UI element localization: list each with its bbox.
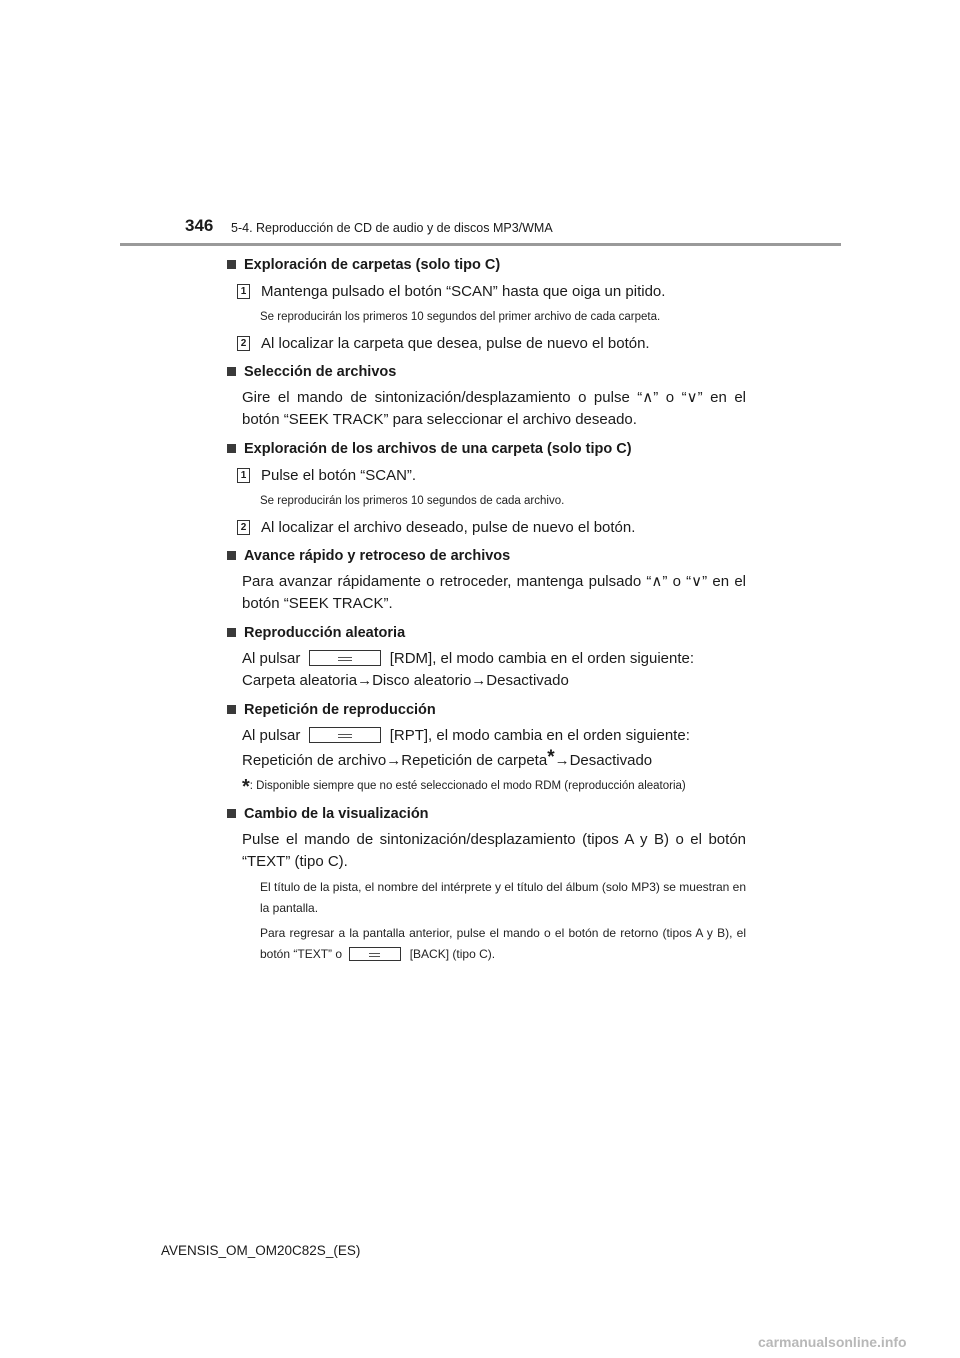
heading-display-change [226,804,746,824]
step-number-icon: 2 [237,336,250,351]
square-bullet-icon [227,367,236,376]
square-bullet-icon [227,444,236,453]
footnote: *: Disponible siempre que no esté seleccionado el modo RDM (reproducción aleatoria) [242,776,686,798]
heading-text: Exploración de carpetas (solo tipo C) [244,257,501,273]
step-number-icon: 2 [237,520,250,535]
step-1 [237,281,746,302]
step-2 [237,517,746,538]
step-text: Al localizar la carpeta que desea, pulse de nuevo el botón. [261,335,650,352]
heading-repeat-playback [226,700,746,720]
square-bullet-icon [227,628,236,637]
note: Se reproducirán los primeros 10 segundos del primer archivo de cada carpeta. [260,311,661,323]
section-title: 5-4. Reproducción de CD de audio y de discos MP3/WMA [231,221,553,235]
asterisk-mark: * [242,776,250,798]
square-bullet-icon [227,705,236,714]
heading-folder-scan [226,255,746,275]
step-text: Pulse el botón “SCAN”. [261,467,417,484]
note: Para regresar a la pantalla anterior, pulse el mando o el botón de retorno (tipos A y B), el botón “TEXT” o [BACK] (tipo C). [260,926,746,961]
heading-folder-file-scan [226,439,746,459]
heading-text: Exploración de los archivos de una carpeta (solo tipo C) [244,441,632,457]
step-text: Mantenga pulsado el botón “SCAN” hasta que oiga un pitido. [261,283,666,300]
heading-text: Reproducción aleatoria [244,625,406,641]
heading-random-playback [226,623,746,643]
watermark: carmanualsonline.info [758,1334,907,1350]
step-number-icon: 1 [237,284,250,299]
preset-button-icon [349,947,401,961]
step-number-icon: 1 [237,468,250,483]
body-text: Al pulsar [RDM], el modo cambia en el orden siguiente: Carpeta aleatoria→Disco aleatorio→Desactivado [242,650,695,689]
step-text: Al localizar el archivo deseado, pulse de nuevo el botón. [261,519,636,536]
heading-text: Selección de archivos [244,364,397,380]
document-code: AVENSIS_OM_OM20C82S_(ES) [161,1243,361,1258]
square-bullet-icon [227,809,236,818]
heading-file-selection [226,362,746,382]
preset-button-icon [309,727,381,743]
square-bullet-icon [227,260,236,269]
mode-sequence: Carpeta aleatoria→Disco aleatorio→Desactivado [242,672,569,689]
mode-sequence: Repetición de archivo→Repetición de carpeta [242,752,548,769]
heading-text: Cambio de la visualización [244,806,429,822]
step-1 [237,465,746,486]
heading-fast-forward [226,546,746,566]
note: El título de la pista, el nombre del intérprete y el título del álbum (solo MP3) se muestran en la pantalla. [260,880,746,915]
heading-text: Avance rápido y retroceso de archivos [244,548,511,564]
page-content [226,253,746,965]
header-rule [120,243,841,246]
page-number: 346 [185,216,214,235]
heading-text: Repetición de reproducción [244,702,436,718]
body-text: Gire el mando de sintonización/desplazamiento o pulse “∧” o “∨” en el botón “SEEK TRACK” para seleccionar el archivo deseado. [242,389,746,428]
body-text: Pulse el mando de sintonización/desplazamiento (tipos A y B) o el botón “TEXT” (tipo C). [242,831,746,870]
note: Se reproducirán los primeros 10 segundos de cada archivo. [260,495,565,507]
body-text: Al pulsar [RPT], el modo cambia en el orden siguiente: Repetición de archivo→Repetición de carpeta*→Desactivado [242,727,690,769]
asterisk-mark: * [547,747,555,768]
body-text: Para avanzar rápidamente o retroceder, mantenga pulsado “∧” o “∨” en el botón “SEEK TRACK”. [242,573,746,612]
square-bullet-icon [227,551,236,560]
preset-button-icon [309,650,381,666]
step-2 [237,333,746,354]
